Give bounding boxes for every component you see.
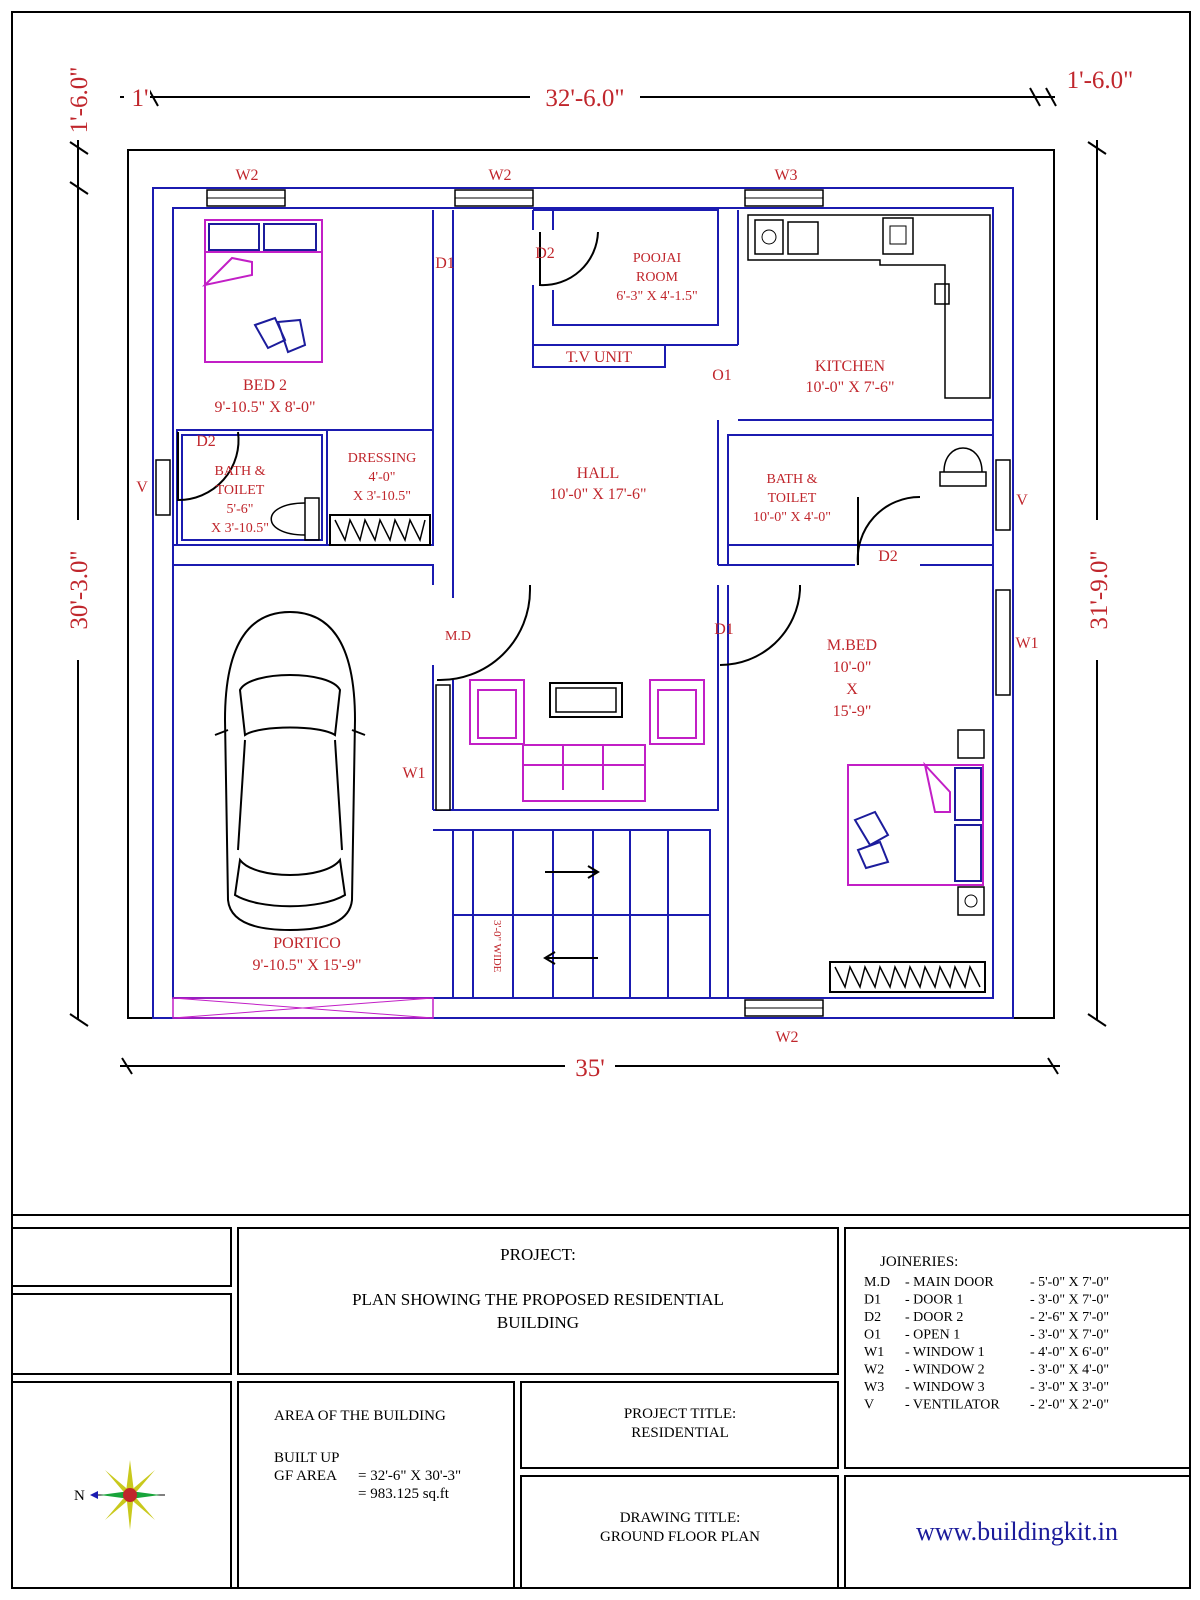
left-dimension <box>64 67 94 1026</box>
joinery-code-1: D1 <box>864 1292 882 1308</box>
drawing-title-value: GROUND FLOOR PLAN <box>599 1529 761 1545</box>
dim-top: 32'-6.0" <box>545 85 625 112</box>
joinery-size-1: - 3'-0" X 7'-0" <box>1030 1292 1110 1308</box>
wc-bath1-icon <box>271 498 319 540</box>
mbed-line4: 15'-9" <box>832 703 872 720</box>
joinery-size-6: - 3'-0" X 3'-0" <box>1030 1380 1110 1395</box>
walls <box>153 188 1013 1018</box>
dim-bottom: 35' <box>575 1055 605 1082</box>
bath2-line1: BATH & <box>766 472 818 487</box>
dressing-wardrobe-icon <box>330 515 430 545</box>
top-dimension <box>120 67 1133 112</box>
door-d2-bath1: D2 <box>196 433 216 450</box>
dim-left: 30'-3.0" <box>66 550 93 630</box>
dim-right: 31'-9.0" <box>1086 550 1113 630</box>
windows <box>156 190 1010 1016</box>
portico-car-icon <box>215 612 365 930</box>
window-w3-top: W3 <box>774 167 798 184</box>
window-w1-hall: W1 <box>402 765 426 782</box>
joineries-title: JOINERIES: <box>880 1254 959 1270</box>
bottom-dimension <box>120 1052 1060 1082</box>
dim-top-left-small: 1' <box>131 85 149 112</box>
portico-strip <box>173 998 433 1018</box>
stair-width-label: 3'-0" WIDE <box>491 920 503 973</box>
poojai-line2: ROOM <box>635 270 679 285</box>
joinery-code-0: M.D <box>864 1275 891 1290</box>
door-d1-mbed: D1 <box>714 621 734 638</box>
wc-bath2-icon <box>940 448 986 486</box>
bed2-name: BED 2 <box>243 377 287 394</box>
bed2-size: 9'-10.5" X 8'-0" <box>214 399 316 416</box>
joinery-name-6: - WINDOW 3 <box>905 1380 985 1395</box>
gf-area-sqft: = 983.125 sq.ft <box>358 1486 449 1502</box>
project-line1: PLAN SHOWING THE PROPOSED RESIDENTIAL <box>352 1290 724 1309</box>
dim-top-right-small: 1'-6.0" <box>1066 67 1134 94</box>
project-label: PROJECT: <box>500 1245 576 1264</box>
dressing-line2: 4'-0" <box>368 470 396 485</box>
door-d2-bath2: D2 <box>878 548 898 565</box>
bath2-size: 10'-0" X 4'-0" <box>753 510 831 525</box>
joinery-name-0: - MAIN DOOR <box>905 1275 994 1290</box>
window-w2-top-mid: W2 <box>488 167 512 184</box>
window-w2-top-left: W2 <box>235 167 259 184</box>
joinery-code-4: W1 <box>864 1345 885 1360</box>
joinery-size-3: - 3'-0" X 7'-0" <box>1030 1327 1110 1343</box>
door-d1-bed2: D1 <box>435 255 455 272</box>
poojai-line1: POOJAI <box>632 251 682 266</box>
joinery-name-2: - DOOR 2 <box>905 1310 964 1325</box>
bath1-line3: 5'-6" <box>226 502 254 517</box>
window-w1-right: W1 <box>1015 635 1039 652</box>
built-up-label: BUILT UP <box>274 1450 340 1466</box>
north-arrow-icon <box>74 1460 165 1530</box>
area-title: AREA OF THE BUILDING <box>274 1408 446 1424</box>
tv-unit-label: T.V UNIT <box>565 349 633 366</box>
website-link[interactable]: www.buildingkit.in <box>916 1517 1118 1546</box>
joinery-name-5: - WINDOW 2 <box>905 1362 985 1378</box>
portico-name: PORTICO <box>273 935 341 952</box>
gf-area-label: GF AREA <box>274 1468 337 1484</box>
joinery-size-4: - 4'-0" X 6'-0" <box>1030 1345 1110 1360</box>
bed2-bed-icon <box>205 220 322 362</box>
hall-size: 10'-0" X 17'-6" <box>549 486 647 503</box>
joinery-code-3: O1 <box>864 1327 882 1343</box>
drawing-title-label: DRAWING TITLE: <box>619 1510 741 1526</box>
right-dimension <box>1082 140 1113 1026</box>
hall-sofa-set-icon <box>470 680 704 801</box>
door-d2-poojai: D2 <box>535 245 555 262</box>
window-w2-bottom: W2 <box>775 1029 799 1046</box>
staircase <box>453 830 710 998</box>
joinery-code-6: W3 <box>864 1380 885 1395</box>
bath1-line1: BATH & <box>214 464 266 479</box>
site-boundary <box>128 150 1054 1018</box>
joinery-code-2: D2 <box>864 1310 882 1325</box>
hall-name: HALL <box>576 465 620 482</box>
main-door-md: M.D <box>444 629 472 644</box>
ventilator-right: V <box>1016 492 1028 509</box>
north-label: N <box>74 1488 85 1504</box>
dressing-name: DRESSING <box>347 451 417 466</box>
dim-left-top-small: 1'-6.0" <box>66 66 93 134</box>
opening-o1: O1 <box>712 367 732 384</box>
poojai-size: 6'-3" X 4'-1.5" <box>616 289 698 304</box>
bath2-line2: TOILET <box>767 491 817 506</box>
joinery-size-0: - 5'-0" X 7'-0" <box>1030 1275 1110 1290</box>
ventilator-left: V <box>136 479 148 496</box>
joinery-name-7: - VENTILATOR <box>905 1397 1000 1413</box>
kitchen-size: 10'-0" X 7'-6" <box>805 379 895 396</box>
bath1-line4: X 3'-10.5" <box>210 521 270 536</box>
mbed-line2: 10'-0" <box>832 659 872 676</box>
joineries-table <box>864 1275 1109 1413</box>
joinery-size-2: - 2'-6" X 7'-0" <box>1030 1310 1110 1325</box>
joinery-code-5: W2 <box>864 1362 885 1378</box>
mbed-wardrobe-icon <box>830 962 985 992</box>
mbed-bed-icon <box>848 730 984 915</box>
project-line2: BUILDING <box>496 1313 580 1332</box>
project-title-value: RESIDENTIAL <box>631 1425 729 1441</box>
joinery-code-7: V <box>864 1397 875 1413</box>
mbed-line3: X <box>846 681 858 698</box>
gf-area-value: = 32'-6" X 30'-3" <box>358 1468 462 1484</box>
dressing-line3: X 3'-10.5" <box>352 489 412 504</box>
kitchen-name: KITCHEN <box>814 358 886 375</box>
joinery-size-5: - 3'-0" X 4'-0" <box>1030 1362 1110 1378</box>
joinery-name-1: - DOOR 1 <box>905 1292 964 1308</box>
joinery-name-3: - OPEN 1 <box>905 1327 961 1343</box>
project-title-label: PROJECT TITLE: <box>623 1406 737 1422</box>
mbed-line1: M.BED <box>826 637 878 654</box>
joinery-name-4: - WINDOW 1 <box>905 1345 985 1360</box>
joinery-size-7: - 2'-0" X 2'-0" <box>1030 1397 1110 1413</box>
portico-size: 9'-10.5" X 15'-9" <box>252 957 362 974</box>
bath1-line2: TOILET <box>215 483 265 498</box>
